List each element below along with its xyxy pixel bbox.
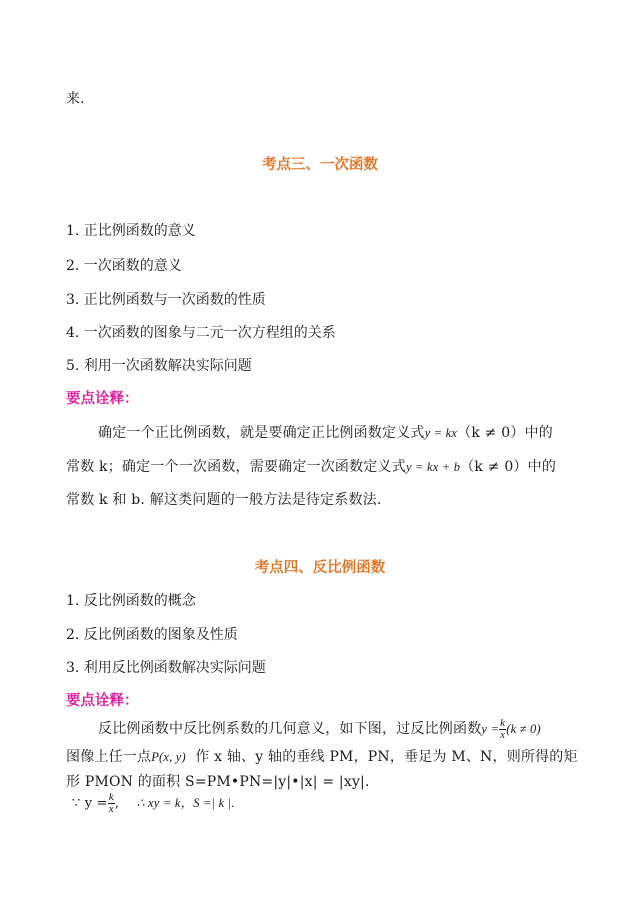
because-fraction-denominator: x <box>108 803 114 815</box>
section3-item-4: 4. 一次函数的图象与二元一次方程组的关系 <box>66 325 336 341</box>
section4-item-1: 1. 反比例函数的概念 <box>66 593 196 609</box>
section4-line1-text: 反比例函数中反比例系数的几何意义，如下图，过反比例函数 <box>98 721 482 737</box>
because-fraction-numerator: k <box>108 791 114 803</box>
section3-item-5: 5. 利用一次函数解决实际问题 <box>66 358 252 374</box>
section3-title: 考点三、一次函数 <box>262 156 378 173</box>
section3-line2-text: 常数 k；确定一个一次函数，需要确定一次函数定义式 <box>66 459 406 475</box>
section4-key-label: 要点诠释： <box>66 692 139 709</box>
section4-item-3: 3. 利用反比例函数解决实际问题 <box>66 660 266 676</box>
proportional-formula: y = kx <box>424 426 458 440</box>
intro-text: 来. <box>66 91 85 107</box>
section3-para-line-2 <box>66 456 556 476</box>
section4-title: 考点四、反比例函数 <box>254 559 386 576</box>
section3-item-1: 1. 正比例函数的意义 <box>66 223 196 239</box>
linear-formula: y = kx + b <box>405 460 461 474</box>
section4-para-line-2 <box>66 746 578 766</box>
because-formula: ∵ y = <box>72 796 108 811</box>
fraction-numerator: k <box>500 716 506 729</box>
section3-key-label: 要点诠释： <box>66 390 139 407</box>
section4-item-2: 2. 反比例函数的图象及性质 <box>66 627 238 643</box>
section4-line2-text: 图像上任一点 <box>66 749 152 765</box>
section4-para-line-4 <box>72 790 235 817</box>
section3-line1-text: 确定一个正比例函数，就是要确定正比例函数定义式 <box>98 425 425 441</box>
inverse-formula-y: y = <box>481 722 500 736</box>
section3-para-line-3: 常数 k 和 b. 解这类问题的一般方法是待定系数法. <box>66 492 382 508</box>
section3-para-line-1 <box>98 422 553 442</box>
point-p: P(x, y) <box>151 750 186 764</box>
section4-para-line-1 <box>98 716 541 742</box>
section3-line1-condition: （k ≠ 0）中的 <box>457 425 553 441</box>
section4-para-line-3: 形 PMON 的面积 S=PM•PN=|y|•|x| = |xy|. <box>66 774 370 790</box>
section3-item-3: 3. 正比例函数与一次函数的性质 <box>66 292 266 308</box>
therefore-formula: ∴ xy = k，S =| k |. <box>136 796 235 810</box>
section4-line2-rest: 作 x 轴、y 轴的垂线 PM，PN，垂足为 M、N，则所得的矩 <box>195 749 578 765</box>
fraction-denominator: x <box>500 728 506 741</box>
section4-line1-condition: (k ≠ 0) <box>506 722 541 736</box>
section3-line2-condition: （k ≠ 0）中的 <box>460 459 557 475</box>
section3-item-2: 2. 一次函数的意义 <box>66 258 182 274</box>
because-comma: , <box>114 796 120 811</box>
because-fraction <box>108 792 115 815</box>
